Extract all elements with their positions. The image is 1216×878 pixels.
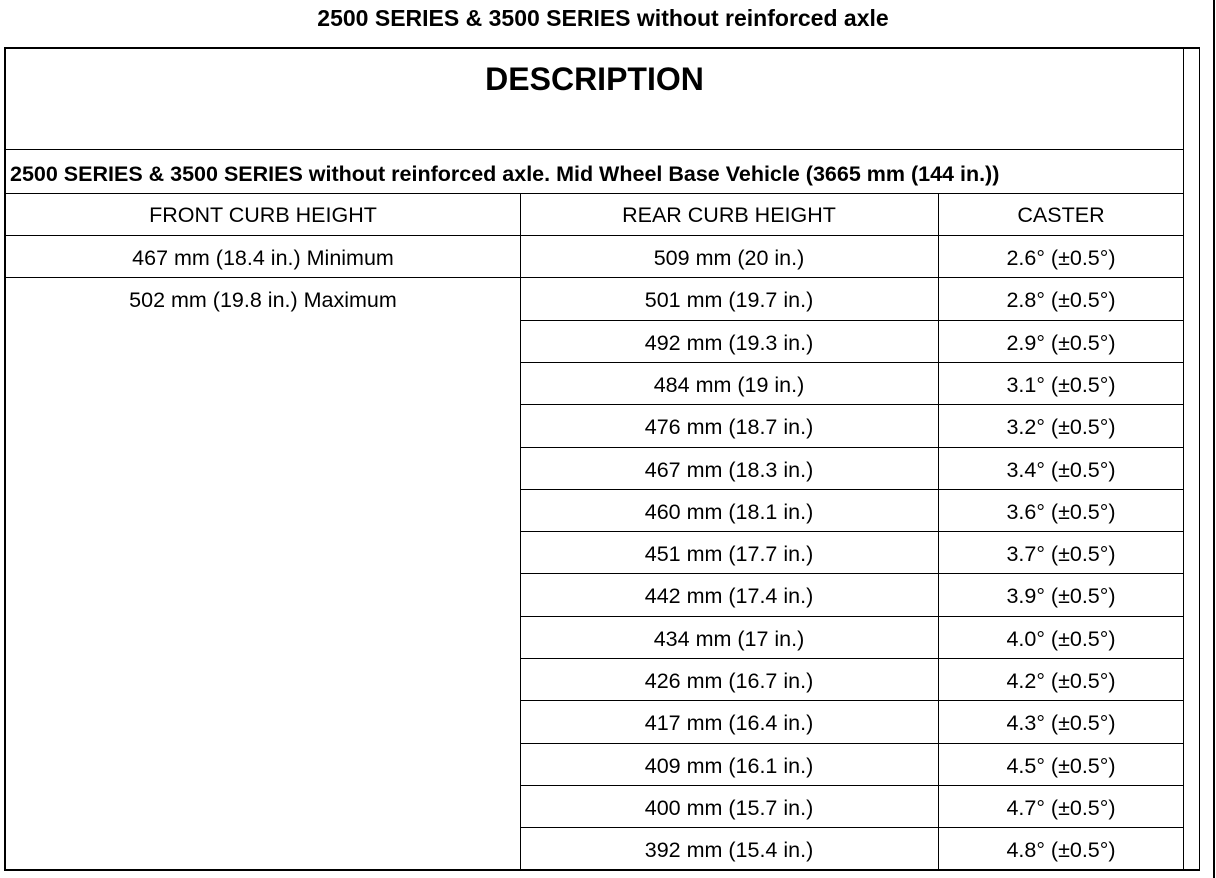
rear-curb-height-cell: 484 mm (19 in.) — [653, 372, 805, 397]
caster-cell: 3.1° (±0.5°) — [1006, 372, 1116, 397]
table-subtitle: 2500 SERIES & 3500 SERIES without reinforced axle. Mid Wheel Base Vehicle (3665 mm (144 in.)) — [10, 162, 1000, 186]
right-border-rule — [1213, 0, 1215, 878]
rear-curb-height-cell: 492 mm (19.3 in.) — [644, 330, 814, 355]
rear-curb-height-cell: 442 mm (17.4 in.) — [644, 584, 814, 609]
rear-curb-height-cell: 400 mm (15.7 in.) — [644, 795, 814, 820]
row-divider — [521, 277, 1183, 278]
column-header-rear: REAR CURB HEIGHT — [622, 203, 836, 227]
rear-curb-height-cell: 476 mm (18.7 in.) — [644, 415, 814, 440]
rear-curb-height-cell: 434 mm (17 in.) — [653, 626, 805, 651]
row-divider — [521, 658, 1183, 659]
page-title: 2500 SERIES & 3500 SERIES without reinforced axle — [317, 5, 889, 31]
row-divider — [521, 489, 1183, 490]
caster-cell: 3.7° (±0.5°) — [1006, 542, 1116, 567]
rear-curb-height-cell: 451 mm (17.7 in.) — [644, 542, 814, 567]
rear-curb-height-cell: 467 mm (18.3 in.) — [644, 457, 814, 482]
row-divider — [521, 573, 1183, 574]
caster-cell: 4.8° (±0.5°) — [1006, 838, 1116, 863]
caster-cell: 3.2° (±0.5°) — [1006, 415, 1116, 440]
row-divider — [521, 616, 1183, 617]
rear-curb-height-cell: 409 mm (16.1 in.) — [644, 753, 814, 778]
column-header-caster: CASTER — [1017, 203, 1105, 227]
row-divider — [521, 827, 1183, 828]
caster-cell: 2.9° (±0.5°) — [1006, 330, 1116, 355]
row-divider — [521, 447, 1183, 448]
rear-curb-height-cell: 501 mm (19.7 in.) — [644, 288, 814, 313]
caster-cell: 3.9° (±0.5°) — [1006, 584, 1116, 609]
caster-cell: 2.6° (±0.5°) — [1006, 246, 1116, 270]
front-row-divider — [6, 277, 520, 278]
row-divider — [521, 785, 1183, 786]
front-curb-minimum: 467 mm (18.4 in.) Minimum — [132, 246, 394, 270]
caster-cell: 4.0° (±0.5°) — [1006, 626, 1116, 651]
caster-cell: 4.2° (±0.5°) — [1006, 669, 1116, 693]
column-header-front: FRONT CURB HEIGHT — [149, 203, 377, 227]
caster-cell: 4.7° (±0.5°) — [1006, 795, 1116, 820]
rear-curb-height-cell: 509 mm (20 in.) — [653, 246, 805, 270]
rear-curb-height-cell: 417 mm (16.4 in.) — [644, 711, 814, 736]
description-header: DESCRIPTION — [485, 61, 704, 97]
row-divider — [521, 404, 1183, 405]
header-divider — [6, 149, 1183, 150]
caster-cell: 4.5° (±0.5°) — [1006, 753, 1116, 778]
caster-cell: 4.3° (±0.5°) — [1006, 711, 1116, 736]
row-divider — [521, 320, 1183, 321]
caster-cell: 3.4° (±0.5°) — [1006, 457, 1116, 482]
rear-curb-height-cell: 426 mm (16.7 in.) — [644, 669, 814, 693]
row-divider — [521, 362, 1183, 363]
front-curb-maximum: 502 mm (19.8 in.) Maximum — [129, 288, 397, 312]
row-divider — [521, 743, 1183, 744]
row-divider — [521, 531, 1183, 532]
column-header-divider — [6, 235, 1183, 236]
rear-curb-height-cell: 460 mm (18.1 in.) — [644, 499, 814, 524]
subtitle-divider — [6, 193, 1183, 194]
caster-cell: 3.6° (±0.5°) — [1006, 499, 1116, 524]
caster-cell: 2.8° (±0.5°) — [1006, 288, 1116, 313]
rear-curb-height-cell: 392 mm (15.4 in.) — [644, 838, 814, 863]
row-divider — [521, 700, 1183, 701]
